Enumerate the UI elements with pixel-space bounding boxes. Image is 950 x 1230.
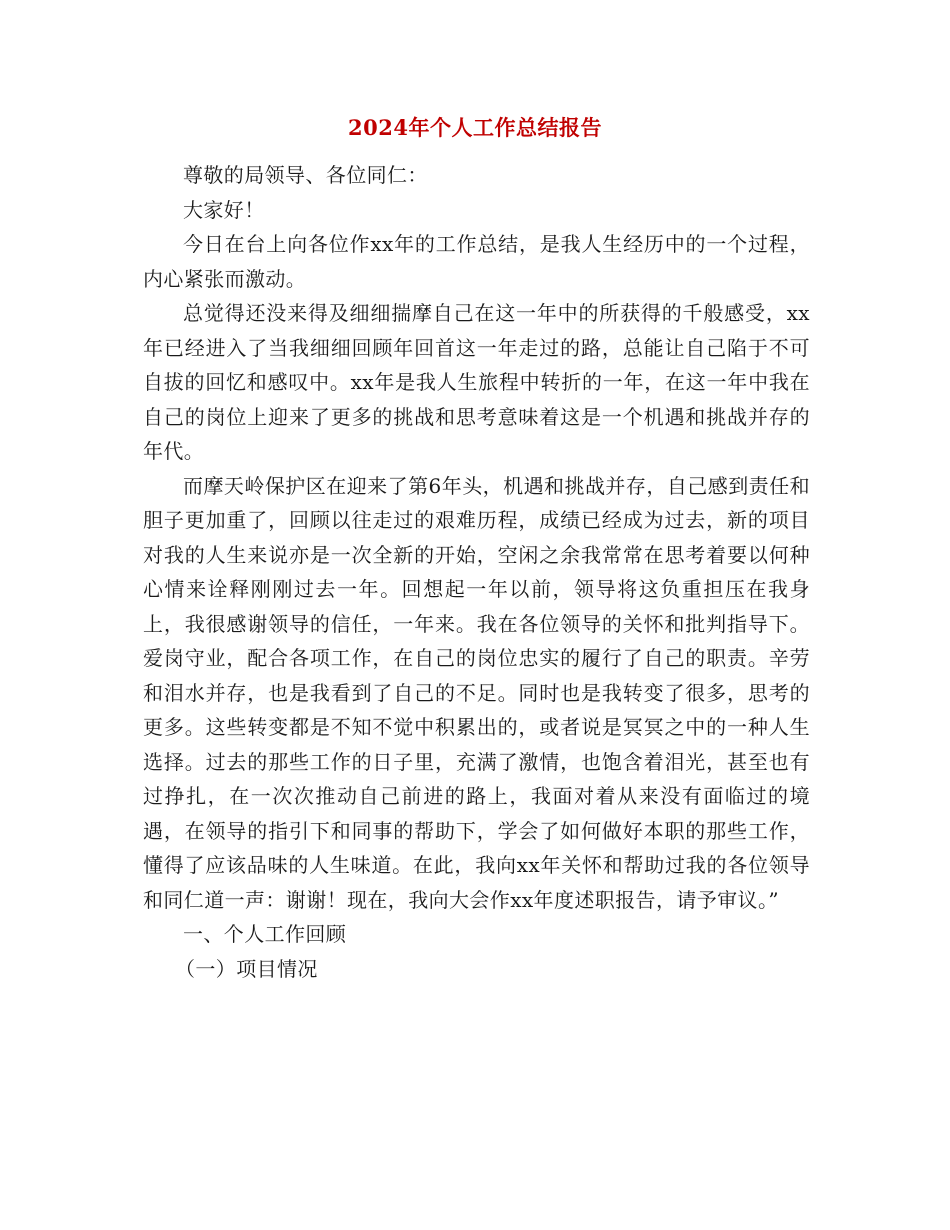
document-body: [143, 158, 810, 986]
salutation: 尊敬的局领导、各位同仁：: [183, 163, 428, 187]
body-paragraph: 总觉得还没来得及细细揣摩自己在这一年中的所获得的千般感受，xx年已经进入了当我细细回顾年回首这一年走过的路，总能让自己陷于不可自拔的回忆和感叹中。xx年是我人生旅程中转折的一年，在这一年中我在自己的岗位上迎来了更多的挑战和思考意味着这是一个机遇和挑战并存的年代。: [143, 301, 810, 463]
body-paragraph: 而摩天岭保护区在迎来了第6年头，机遇和挑战并存，自己感到责任和胆子更加重了，回顾以往走过的艰难历程，成绩已经成为过去，新的项目对我的人生来说亦是一次全新的开始，空闲之余我常常在思考着要以何种心情来诠释刚刚过去一年。回想起一年以前，领导将这负重担压在我身上，我很感谢领导的信任，一年来。我在各位领导的关怀和批判指导下。爱岗守业，配合各项工作，在自己的岗位忠实的履行了自己的职责。辛劳和泪水并存，也是我看到了自己的不足。同时也是我转变了很多，思考的更多。这些转变都是不知不觉中积累出的，或者说是冥冥之中的一种人生选择。过去的那些工作的日子里，充满了激情，也饱含着泪光，甚至也有过挣扎，在一次次推动自己前进的路上，我面对着从来没有面临过的境遇，在领导的指引下和同事的帮助下，学会了如何做好本职的那些工作，懂得了应该品味的人生味道。在此，我向xx年关怀和帮助过我的各位领导和同仁道一声：谢谢！现在，我向大会作xx年度述职报告，请予审议。”: [143, 473, 810, 912]
section-heading: 一、个人工作回顾: [183, 922, 347, 946]
greeting: 大家好！: [183, 197, 265, 222]
document-title: 2024年个人工作总结报告: [348, 115, 602, 140]
subsection-heading: （一）项目情况: [175, 956, 318, 981]
body-paragraph: 今日在台上向各位作xx年的工作总结，是我人生经历中的一个过程，内心紧张而激动。: [143, 232, 810, 291]
